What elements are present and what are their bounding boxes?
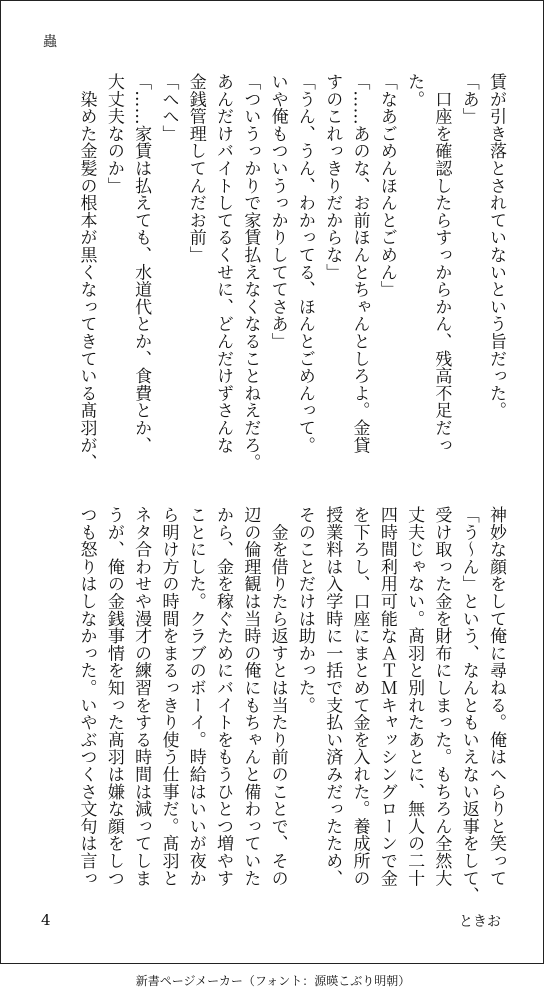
text-line: 授業料は入学時に一括で支払い済みだったため、: [322, 506, 343, 887]
text-line: 「うん、うん、わかってる、ほんとごめんって。: [294, 73, 315, 454]
text-line: た。: [404, 73, 425, 108]
text-line: 大丈夫なのか」: [103, 73, 124, 195]
page-number: 4: [41, 911, 51, 929]
text-line: 四時間利用可能なＡＴＭキャッシングローンで金: [376, 506, 397, 887]
text-line: 辺の倫理観は当時の俺にもちゃんと備わっていた: [240, 506, 261, 887]
text-line: 受け取った金を財布にしまった。もちろん全然大: [431, 506, 452, 887]
text-line: ら明け方の時間をまるっきり使う仕事だ。髙羽と: [158, 506, 179, 887]
text-line: うが、俺の金銭事情を知った髙羽は嫌な顔をしつ: [103, 506, 124, 887]
text-line: 金を借りたら返すとは当たり前のことで、その: [267, 506, 288, 887]
text-line: 金銭管理してんだお前」: [185, 73, 206, 264]
text-line: 神妙な顔をして俺に尋ねる。俺はへらりと笑って: [486, 506, 506, 887]
text-line: すのこれっきりだからな」: [322, 73, 343, 281]
text-line: 賃が引き落とされていないという旨だった。: [486, 73, 506, 419]
text-line: 丈夫じゃない。髙羽と別れたあとに、無人の二十: [404, 506, 425, 887]
text-block-bottom: [0, 506, 509, 906]
text-line: いや俺もついうっかりしててさあ」: [267, 73, 288, 350]
text-line: つも怒りはしなかった。いやぶつくさ文句は言っ: [76, 506, 97, 887]
text-line: ネタ合わせや漫才の練習をする時間は減ってしま: [131, 506, 152, 887]
text-line: あんだけバイトしてるくせに、どんだけずさんな: [213, 73, 234, 454]
text-block-top: [0, 73, 509, 473]
tool-caption: 新書ページメーカー（フォント：源暎こぶり明朝）: [135, 974, 411, 988]
text-line: 「……あのな、お前ほんとちゃんとしろよ。金貸: [349, 73, 370, 454]
text-line: 染めた金髪の根本が黒くなってきている髙羽が、: [76, 73, 97, 471]
text-line: 「ついうっかりで家賃払えなくなることねえだろ。: [240, 73, 261, 471]
text-line: から、金を稼ぐためにバイトをもうひとつ増やす: [213, 506, 234, 887]
text-line: 「へへ」: [158, 73, 179, 143]
text-line: 「あ」: [458, 73, 479, 125]
running-title: 蟲: [43, 34, 57, 50]
text-line: そのことだけは助かった。: [294, 506, 315, 714]
author-name: ときお: [459, 914, 501, 930]
text-line: 「……家賃は払えても、水道代とか、食費とか、: [131, 73, 152, 454]
text-line: 「なあごめんほんとごめん」: [376, 73, 397, 298]
text-line: ことにした。クラブのボーイ。時給はいいが夜か: [185, 506, 206, 887]
text-line: を下ろし、口座にまとめて金を入れた。養成所の: [349, 506, 370, 887]
text-line: 口座を確認したらすっからかん、残高不足だっ: [431, 73, 452, 454]
text-line: 「う〜ん」という、なんともいえない返事をして、: [458, 506, 479, 904]
